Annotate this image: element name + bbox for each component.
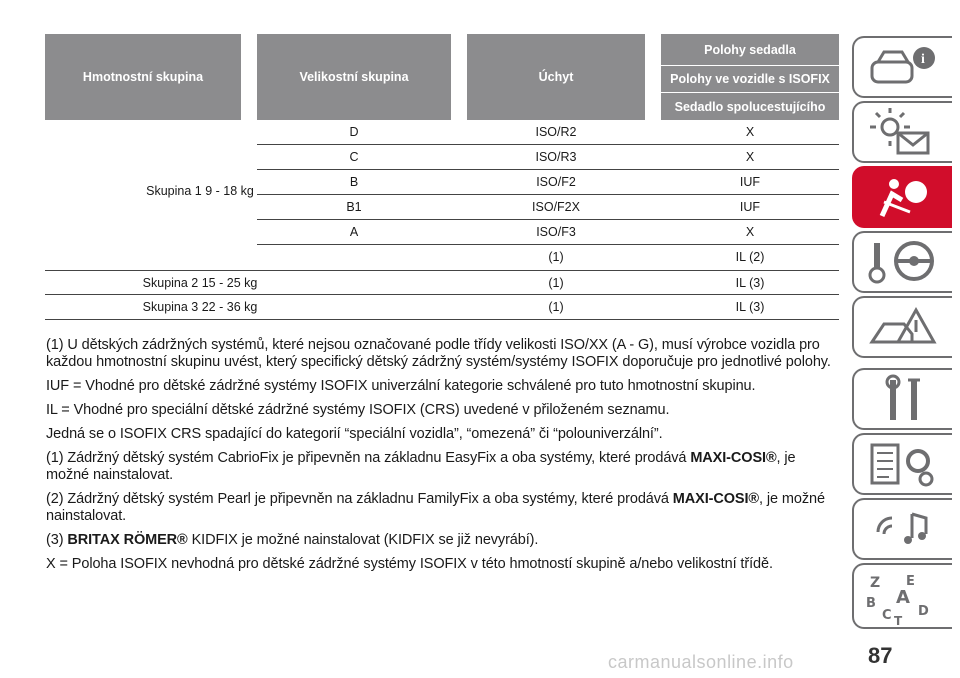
note-il: IL = Vhodné pro speciální dětské zádržné systémy ISOFIX (CRS) uvedené v přiloženém seznamu.: [46, 402, 670, 418]
cell-group: Skupina 2 15 - 25 kg: [142, 276, 258, 290]
header-passenger-seat: Sedadlo spolucestujícího: [661, 93, 839, 120]
cell-size: D: [349, 125, 359, 139]
note-text: (3): [46, 532, 68, 548]
cell-fixture: (1): [548, 300, 564, 314]
car-info-icon[interactable]: [852, 36, 952, 98]
brand-name: BRITAX RÖMER®: [67, 532, 188, 548]
table-row: [45, 170, 839, 194]
svg-text:C: C: [882, 608, 892, 623]
cell-fixture: ISO/F2X: [532, 200, 580, 214]
note-pearl: [46, 491, 836, 525]
note-categories: Jedná se o ISOFIX CRS spadající do kategorií “speciální vozidla”, “omezená” či “polouniverzální”.: [46, 426, 663, 442]
svg-text:A: A: [896, 587, 910, 608]
header-mass-group: Hmotnostní skupina: [45, 34, 241, 120]
cell-fixture: (1): [548, 276, 564, 290]
watermark: carmanualsonline.info: [608, 652, 794, 672]
header-size-group: Velikostní skupina: [257, 34, 451, 120]
warning-lights-icon[interactable]: [852, 101, 952, 163]
note-text: KIDFIX je možné nainstalovat (KIDFIX se již nevyrábí).: [187, 532, 539, 548]
header-fixture: Úchyt: [467, 34, 645, 120]
cell-value: IL (2): [735, 250, 765, 264]
index-letters-icon[interactable]: [852, 563, 952, 629]
cell-fixture: ISO/F2: [536, 175, 576, 189]
note-text: (2) Zádržný dětský systém Pearl je připevněn na základnu FamilyFix a oba systémy, které prodává: [46, 491, 673, 507]
multimedia-icon[interactable]: [852, 498, 952, 560]
cell-value: IL (3): [735, 276, 765, 290]
row-divider: [45, 319, 839, 320]
cell-value: X: [745, 125, 755, 139]
table-row: [45, 145, 839, 169]
group1-label: Skupina 1 9 - 18 kg: [146, 184, 254, 198]
key-steering-icon[interactable]: [852, 231, 952, 293]
cell-fixture: ISO/R3: [535, 150, 577, 164]
svg-text:T: T: [894, 614, 903, 627]
svg-text:i: i: [921, 52, 925, 67]
svg-text:E: E: [906, 574, 915, 589]
table-row: [45, 245, 839, 269]
brand-name: MAXI-COSI®: [672, 491, 760, 507]
table-row: [45, 195, 839, 219]
cell-size: B1: [346, 200, 362, 214]
note-kidfix: [46, 532, 836, 549]
note-1: (1) U dětských zádržných systémů, které nejsou označované podle třídy velikosti ISO/XX (A - G), musí výrobce vozidla pro každou hmotnostní skupinu uvést, který specifický dětský zádržný systém/systémy ISOFIX doporučuje pro jednotlivé polohy.: [46, 337, 831, 370]
note-text: , je možné nainstalovat.: [46, 491, 825, 524]
page-number: 87: [868, 643, 893, 668]
notes: [46, 337, 836, 580]
cell-fixture: ISO/F3: [536, 225, 576, 239]
note-cabriofix: [46, 450, 836, 484]
wrench-icon[interactable]: [852, 368, 952, 430]
table-row: [45, 271, 839, 295]
table-row: [45, 295, 839, 319]
cell-value: X: [745, 150, 755, 164]
specs-gear-icon[interactable]: [852, 433, 952, 495]
note-x: X = Poloha ISOFIX nevhodná pro dětské zádržné systémy ISOFIX v této hmotností skupině a/nebo velikostní třídě.: [46, 556, 773, 572]
breakdown-icon[interactable]: [852, 296, 952, 358]
cell-group: Skupina 3 22 - 36 kg: [142, 300, 258, 314]
cell-fixture: ISO/R2: [535, 125, 577, 139]
cell-value: IUF: [739, 200, 761, 214]
table-row: [45, 120, 839, 144]
cell-size: A: [349, 225, 359, 239]
svg-text:B: B: [866, 596, 876, 611]
cell-size: C: [349, 150, 359, 164]
cell-fixture: (1): [548, 250, 564, 264]
svg-text:Z: Z: [870, 575, 881, 591]
cell-value: IUF: [739, 175, 761, 189]
svg-text:D: D: [918, 604, 929, 619]
airbag-seat-icon[interactable]: [852, 166, 952, 228]
cell-value: IL (3): [735, 300, 765, 314]
header-positions: Polohy sedadla: [661, 34, 839, 65]
note-iuf: IUF = Vhodné pro dětské zádržné systémy ISOFIX univerzální kategorie schválené pro tuto hmotnostní skupinu.: [46, 378, 756, 394]
table-row: [45, 220, 839, 244]
note-text: (1) Zádržný dětský systém CabrioFix je připevněn na základnu EasyFix a oba systémy, které prodává: [46, 450, 691, 466]
brand-name: MAXI-COSI®: [690, 450, 777, 466]
cell-size: B: [349, 175, 359, 189]
header-isofix-positions: Polohy ve vozidle s ISOFIX: [661, 66, 839, 92]
cell-value: X: [745, 225, 755, 239]
note-text: , je možné nainstalovat.: [46, 450, 796, 483]
